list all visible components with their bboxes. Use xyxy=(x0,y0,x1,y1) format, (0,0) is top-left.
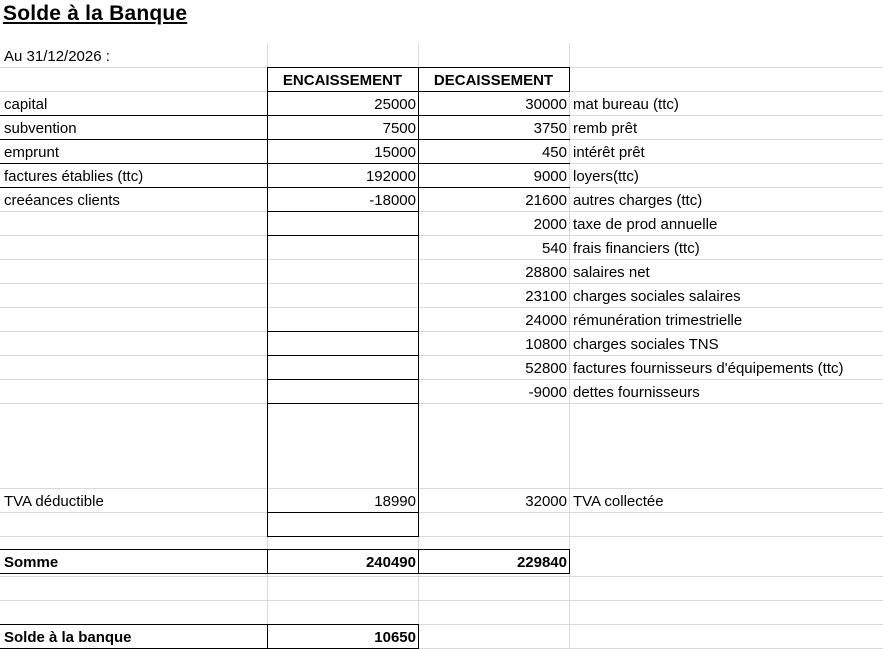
border-line xyxy=(267,624,268,649)
tva-decaissement-value: 32000 xyxy=(525,493,567,510)
row-label-left: capital xyxy=(4,96,48,113)
row-label-right: salaires net xyxy=(573,264,650,281)
border-line xyxy=(267,235,419,236)
gridline xyxy=(0,211,883,212)
decaissement-value: 24000 xyxy=(525,312,567,329)
tva-left-label: TVA déductible xyxy=(4,493,104,510)
border-line xyxy=(0,163,570,164)
row-label-right: charges sociales TNS xyxy=(573,336,719,353)
decaissement-value: 28800 xyxy=(525,264,567,281)
row-label-right: remb prêt xyxy=(573,120,638,137)
decaissement-value: 2000 xyxy=(533,216,567,233)
gridline xyxy=(0,512,883,513)
border-line xyxy=(267,512,419,513)
encaissement-value: 25000 xyxy=(374,96,416,113)
gridline xyxy=(0,355,883,356)
encaissement-value: 7500 xyxy=(382,120,416,137)
solde-value: 10650 xyxy=(374,629,416,646)
gridline xyxy=(0,576,883,577)
border-line xyxy=(0,139,570,140)
header-encaissement: ENCAISSEMENT xyxy=(282,72,403,89)
row-label-right: factures fournisseurs d'équipements (ttc) xyxy=(573,360,844,377)
row-label-right: rémunération trimestrielle xyxy=(573,312,743,329)
border-line xyxy=(267,91,268,537)
decaissement-value: 540 xyxy=(541,240,567,257)
row-label-left: factures établies (ttc) xyxy=(4,168,144,185)
somme-encaissement: 240490 xyxy=(365,554,416,571)
decaissement-value: 30000 xyxy=(525,96,567,113)
row-label-right: autres charges (ttc) xyxy=(573,192,703,209)
border-line xyxy=(418,624,419,649)
gridline xyxy=(0,331,883,332)
border-line xyxy=(418,91,419,537)
border-line xyxy=(0,115,570,116)
decaissement-value: 450 xyxy=(541,144,567,161)
gridline xyxy=(0,488,883,489)
border-line xyxy=(267,211,419,212)
decaissement-value: 10800 xyxy=(525,336,567,353)
row-label-left: emprunt xyxy=(4,144,60,161)
border-line xyxy=(418,549,419,574)
row-label-left: subvention xyxy=(4,120,77,137)
decaissement-value: 21600 xyxy=(525,192,567,209)
solde-label: Solde à la banque xyxy=(4,629,132,646)
date-label: Au 31/12/2026 : xyxy=(4,48,110,65)
border-line xyxy=(267,549,268,574)
border-line xyxy=(267,379,419,380)
somme-label: Somme xyxy=(4,554,59,571)
row-label-right: taxe de prod annuelle xyxy=(573,216,718,233)
border-line xyxy=(569,67,570,92)
row-label-right: mat bureau (ttc) xyxy=(573,96,679,113)
gridline xyxy=(0,307,883,308)
gridline xyxy=(0,235,883,236)
row-label-right: loyers(ttc) xyxy=(573,168,639,185)
tva-right-label: TVA collectée xyxy=(573,493,664,510)
row-label-right: charges sociales salaires xyxy=(573,288,741,305)
gridline xyxy=(0,379,883,380)
border-line xyxy=(0,573,570,574)
border-line xyxy=(267,403,419,404)
decaissement-value: 52800 xyxy=(525,360,567,377)
decaissement-value: 3750 xyxy=(533,120,567,137)
border-line xyxy=(267,355,419,356)
encaissement-value: -18000 xyxy=(369,192,416,209)
gridline xyxy=(0,600,883,601)
spreadsheet-table xyxy=(0,43,883,649)
border-line xyxy=(0,549,570,550)
gridline xyxy=(0,259,883,260)
row-label-left: creéances clients xyxy=(4,192,120,209)
decaissement-value: -9000 xyxy=(528,384,567,401)
tva-encaissement-value: 18990 xyxy=(374,493,416,510)
row-label-right: intérêt prêt xyxy=(573,144,645,161)
gridline xyxy=(0,403,883,404)
border-line xyxy=(267,536,419,537)
border-line xyxy=(569,549,570,574)
border-line xyxy=(267,331,419,332)
gridline xyxy=(0,536,883,537)
border-line xyxy=(0,187,570,188)
row-label-right: frais financiers (ttc) xyxy=(573,240,700,257)
page-title: Solde à la Banque xyxy=(3,2,188,25)
decaissement-value: 9000 xyxy=(533,168,567,185)
header-decaissement: DECAISSEMENT xyxy=(433,72,554,89)
somme-decaissement: 229840 xyxy=(516,554,567,571)
decaissement-value: 23100 xyxy=(525,288,567,305)
encaissement-value: 192000 xyxy=(365,168,416,185)
border-line xyxy=(0,624,419,625)
encaissement-value: 15000 xyxy=(374,144,416,161)
row-label-right: dettes fournisseurs xyxy=(573,384,700,401)
gridline xyxy=(0,283,883,284)
